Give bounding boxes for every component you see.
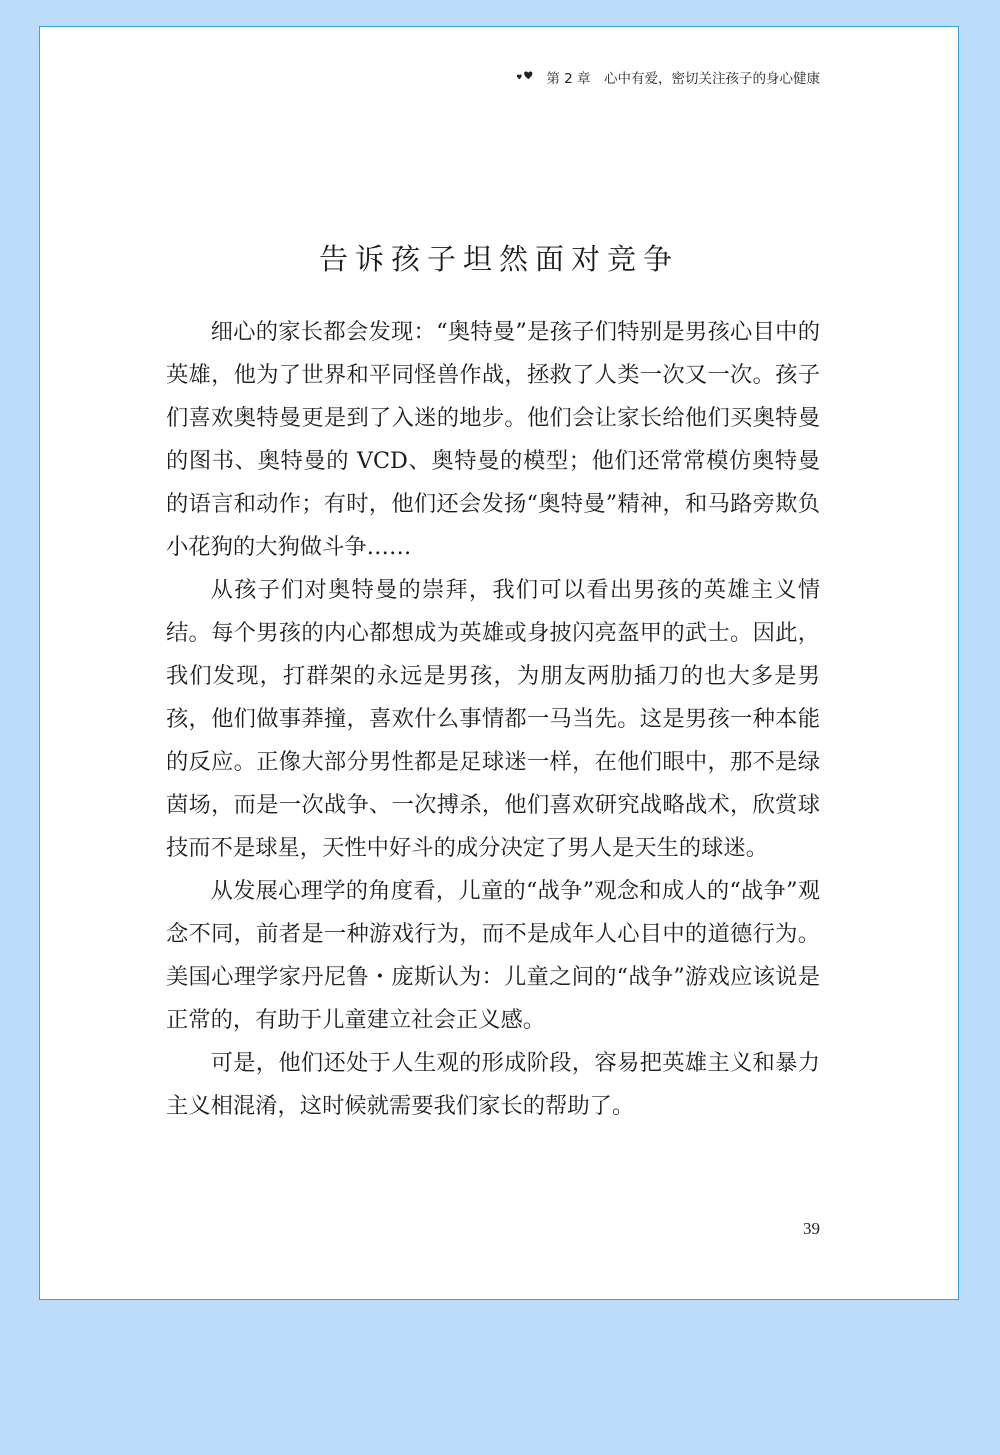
article-title: 告诉孩子坦然面对竞争 bbox=[318, 242, 679, 276]
running-header bbox=[514, 67, 820, 87]
hearts-icon bbox=[514, 68, 536, 86]
chapter-heading: 第 2 章 心中有爱，密切关注孩子的身心健康 bbox=[546, 71, 820, 87]
paragraph: 从发展心理学的角度看，儿童的“战争”观念和成人的“战争”观念不同，前者是一种游戏行为，而不是成年人心目中的道德行为。美国心理学家丹尼鲁・庞斯认为：儿童之间的“战争”游戏应该说是正常的，有助于儿童建立社会正义感。 bbox=[166, 878, 820, 1033]
book-page bbox=[39, 26, 959, 1300]
article-body bbox=[166, 311, 820, 1128]
page-number: 39 bbox=[803, 1219, 820, 1238]
paragraph: 从孩子们对奥特曼的崇拜，我们可以看出男孩的英雄主义情结。每个男孩的内心都想成为英雄或身披闪亮盔甲的武士。因此，我们发现，打群架的永远是男孩，为朋友两肋插刀的也大多是男孩，他们做事莽撞，喜欢什么事情都一马当先。这是男孩一种本能的反应。正像大部分男性都是足球迷一样，在他们眼中，那不是绿茵场，而是一次战争、一次搏杀，他们喜欢研究战略战术，欣赏球技而不是球星，天性中好斗的成分决定了男人是天生的球迷。 bbox=[166, 577, 820, 861]
paragraph: 细心的家长都会发现：“奥特曼”是孩子们特别是男孩心目中的英雄，他为了世界和平同怪兽作战，拯救了人类一次又一次。孩子们喜欢奥特曼更是到了入迷的地步。他们会让家长给他们买奥特曼的图书、奥特曼的 VCD、奥特曼的模型；他们还常常模仿奥特曼的语言和动作；有时，他们还会发扬“奥特曼”精神，和马路旁欺负小花狗的大狗做斗争…… bbox=[166, 319, 820, 560]
paragraph: 可是，他们还处于人生观的形成阶段，容易把英雄主义和暴力主义相混淆，这时候就需要我们家长的帮助了。 bbox=[166, 1050, 820, 1119]
